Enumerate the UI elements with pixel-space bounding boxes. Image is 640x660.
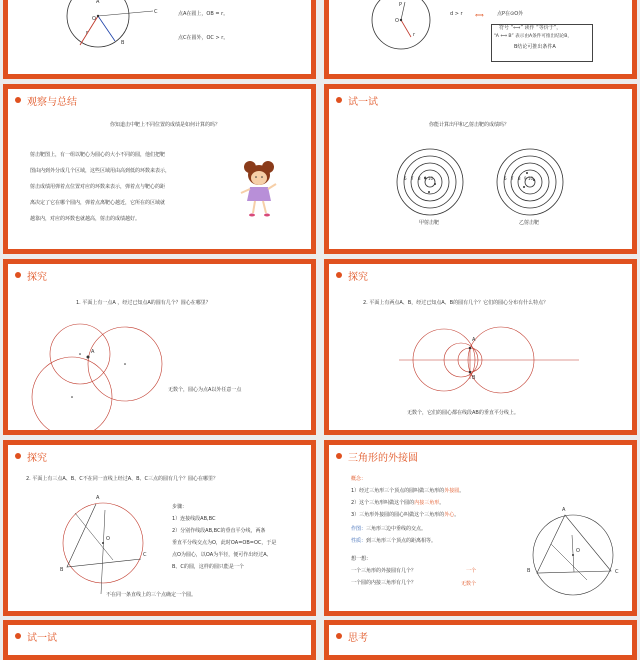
- concept-2-text: 2）这个三角形叫做这个圆的: [351, 500, 415, 506]
- circle-diagram-1: [58, 0, 138, 71]
- slide-6: [324, 259, 637, 435]
- slide-5: [3, 259, 316, 435]
- question: 你知道击中靶上不同位置的成绩是如何计算的吗？: [110, 122, 221, 128]
- slide-1: [3, 0, 316, 79]
- slide-header: [329, 89, 632, 111]
- step-4: 点O为圆心，以OA为半径，便可作出经过A、: [172, 552, 272, 558]
- slide-3: [3, 84, 316, 254]
- circles-through-A: [30, 319, 180, 430]
- label-A: A: [96, 0, 100, 5]
- slide-title: 观察与总结: [27, 96, 77, 108]
- concept-2-end: 。: [439, 500, 445, 506]
- ring-num-7-right: 7: [511, 176, 514, 181]
- concept-3-keyword: 外心: [444, 512, 455, 518]
- triangle-circumcircle: [525, 505, 625, 605]
- steps-title: 步骤：: [172, 504, 188, 510]
- slide-title: 思考: [348, 632, 368, 644]
- slide-7: [3, 440, 316, 616]
- ring-num-6-right: 6: [504, 176, 507, 181]
- question-2: 一个圆的内接三角形有几个？: [351, 580, 417, 586]
- left-caption: 甲射击靶: [419, 220, 440, 226]
- para-5: 越靠内，对应的环数也就越高，射击的成绩越好。: [30, 216, 141, 222]
- line-1: 点A在圆上，OB = r。: [178, 11, 229, 17]
- slide-header: [329, 445, 632, 467]
- label-B: B: [472, 375, 476, 381]
- label-r: r: [413, 32, 416, 38]
- prop-line: [351, 537, 436, 547]
- label-A: A: [96, 495, 100, 501]
- ring-num-8-right: 8: [518, 176, 521, 181]
- para-2: 图由内到外分成几个区域，这些区域用由高到低的环数来表示，: [30, 168, 171, 174]
- note-line-2: “A ⟺ B” 表示由A条件可推出结论B，: [494, 34, 573, 39]
- para-4: 离决定了它在哪个圆内，弹着点离靶心越近，它所在的区域就: [30, 200, 166, 206]
- label-O: O: [92, 16, 96, 22]
- step-3: 垂直平分线交点为O，此时OA=OB=OC，于是: [172, 540, 277, 546]
- ring-num-8-left: 8: [418, 176, 421, 181]
- slide-9: [3, 620, 316, 660]
- ring-num-10-right: 10: [528, 176, 534, 181]
- slide-header: [8, 89, 311, 111]
- slide-title: 探究: [27, 452, 47, 464]
- conclusion: 不在同一条直线上的三个点确定一个圆。: [106, 592, 197, 598]
- right-caption: 乙射击靶: [519, 220, 540, 226]
- circumcircle-diagram: [53, 498, 163, 598]
- label-O: O: [395, 18, 399, 24]
- question-1: 一个三角形的外接圆有几个？: [351, 568, 417, 574]
- girl-illustration: [238, 159, 278, 221]
- label-A: A: [472, 337, 476, 343]
- ring-num-9-right: 9: [524, 176, 527, 181]
- label-A: A: [562, 507, 566, 513]
- step-1: 1）连接线段AB,BC: [172, 516, 216, 522]
- slide-8: [324, 440, 637, 616]
- question: 2. 平面上有两点A、B，经过已知点A、B的圆有几个？它们的圆心分布有什么特点？: [363, 300, 549, 306]
- label-B: B: [121, 40, 125, 46]
- question: 1. 平面上有一点A ，经过已知点A的圆有几个？圆心在哪里？: [76, 300, 211, 306]
- prop-label: 性质：: [351, 538, 367, 544]
- step-5: B、C的圆，这样的圆只能是一个: [172, 564, 244, 570]
- para-3: 射击成绩用弹着点位置对应的环数来表示，弹着点与靶心的距: [30, 184, 166, 190]
- ring-num-7-left: 7: [411, 176, 414, 181]
- concept-3-end: 。: [454, 512, 460, 518]
- slide-title: 三角形的外接圆: [348, 452, 418, 464]
- slide-4: [324, 84, 637, 254]
- note-line-1: 符号 “⟺” 读作 “等价于”，: [499, 25, 562, 31]
- para-1: 射击靶图上，有一组以靶心为圆心的大小不同的圆，他们把靶: [30, 152, 166, 158]
- def-line: [351, 525, 426, 535]
- result: 点P在⊙O外: [497, 11, 524, 17]
- label-C: C: [615, 569, 619, 575]
- slide-title: 探究: [27, 271, 47, 283]
- question: 你能计算出甲和乙射击靶的成绩吗？: [429, 122, 510, 128]
- condition: d > r: [450, 11, 463, 17]
- slide-header: [8, 264, 311, 286]
- slide-2: [324, 0, 637, 79]
- slide-title: 探究: [348, 271, 368, 283]
- line-2: 点C在圆外，OC > r。: [178, 35, 229, 41]
- concept-1-end: 。: [459, 488, 465, 494]
- slide-header: [329, 625, 632, 647]
- label-B: B: [527, 568, 531, 574]
- concept-3-text: 3）三角形外接圆的圆心叫做这个三角形的: [351, 512, 445, 518]
- slide-header: [8, 625, 311, 647]
- question: 2. 平面上有三点A、B、C不在同一直线上经过A、B、C三点的圆有几个？圆心在哪里？: [26, 476, 219, 482]
- slide-header: [8, 445, 311, 467]
- slide-title: 试一试: [348, 96, 378, 108]
- circles-through-AB: [399, 319, 579, 399]
- concept-3: [351, 511, 459, 521]
- step-2: 2）分别作线段AB,BC的垂直平分线，两条: [172, 528, 266, 534]
- def-text: 三角形三边中垂线的交点。: [366, 526, 427, 532]
- ring-num-6-left: 6: [404, 176, 407, 181]
- label-O: O: [106, 536, 110, 542]
- circle-diagram-2: [359, 0, 429, 72]
- equivalence-arrow: ⟺: [475, 12, 484, 19]
- note-line-3: B结论可推出条件A: [514, 44, 556, 50]
- def-label: 作图：: [351, 526, 367, 532]
- label-C: C: [143, 552, 147, 558]
- slide-title: 试一试: [27, 632, 57, 644]
- label-A: A: [91, 349, 95, 355]
- label-C: C: [154, 9, 158, 15]
- label-O: O: [576, 548, 580, 554]
- concept-1: [351, 487, 464, 497]
- concept-2-keyword: 内接三角形: [414, 500, 440, 506]
- answer: 无数个，它们的圆心都在线段AB的垂直平分线上。: [407, 410, 519, 416]
- answer: 无数个，圆心为点A以外任意一点: [168, 387, 242, 393]
- concept-label: 概念：: [351, 476, 367, 482]
- slide-header: [329, 264, 632, 286]
- label-r: r: [86, 30, 89, 36]
- concept-2: [351, 499, 444, 509]
- slide-10: [324, 620, 637, 660]
- answer-2: 无数个: [461, 581, 477, 587]
- prop-text: 到三角形三个顶点的距离相等。: [366, 538, 437, 544]
- think-label: 想一想：: [351, 556, 372, 562]
- answer-1: 一个: [466, 568, 477, 574]
- concept-1-keyword: 外接圆: [444, 488, 460, 494]
- concept-1-text: 1）经过三角形三个顶点的圆叫做三角形的: [351, 488, 445, 494]
- label-B: B: [60, 567, 64, 573]
- ring-num-9-left: 9: [424, 176, 427, 181]
- ring-num-10-left: 10: [428, 176, 434, 181]
- label-P: P: [399, 2, 403, 8]
